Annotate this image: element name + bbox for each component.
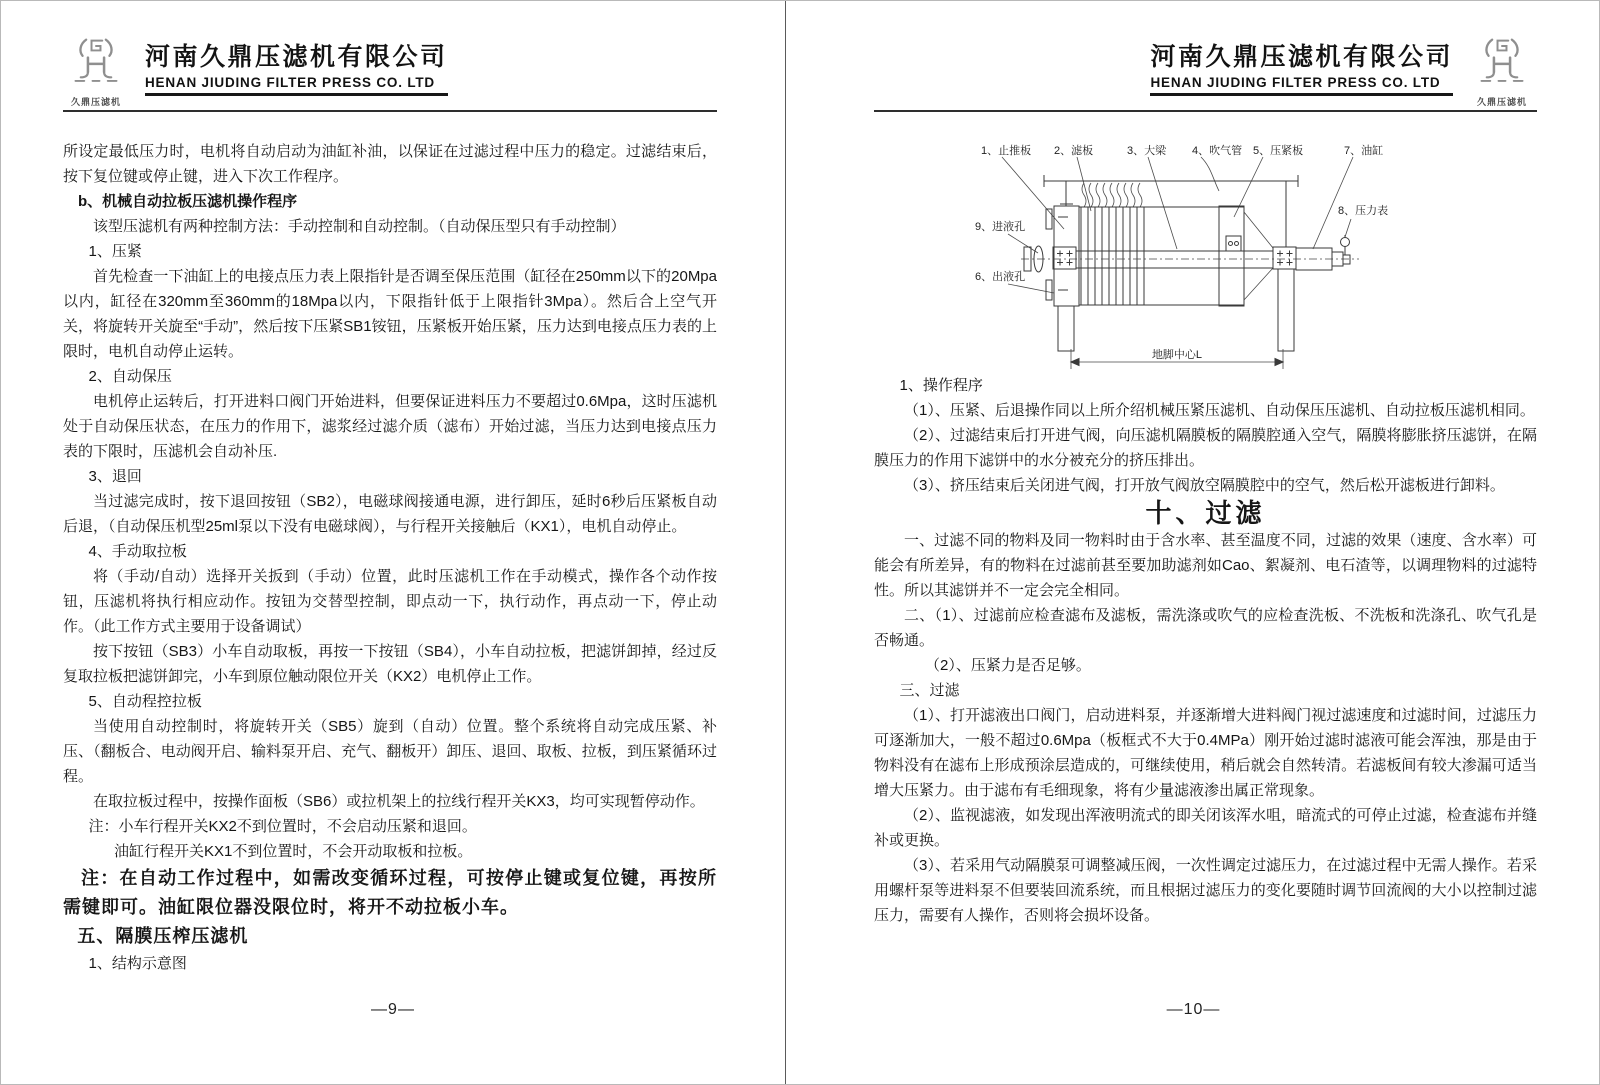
right-leg-shape	[1278, 269, 1294, 351]
item-heading: 3、退回	[88, 468, 142, 485]
diagram-label-pressure-gauge: 8、压力表	[1338, 205, 1389, 217]
company-logo-icon	[65, 37, 127, 89]
company-logo	[1469, 37, 1535, 108]
diagram-label-outlet-hole: 6、出液孔	[975, 271, 1026, 283]
company-name-block	[1150, 37, 1453, 96]
structure-diagram	[901, 129, 1461, 379]
logo-caption: 久鼎压滤机	[70, 97, 121, 107]
section-heading: 五、隔膜压榨压滤机	[77, 926, 249, 946]
header-rule	[874, 110, 1537, 112]
sub-heading: b、机械自动拉板压滤机操作程序	[78, 193, 298, 210]
company-logo	[63, 37, 129, 108]
paragraph: 在取拉板过程中，按操作面板（SB6）或拉机架上的拉线行程开关KX3，均可实现暂停动作。	[93, 793, 705, 810]
diagram-label-thrust-plate: 1、止推板	[981, 145, 1032, 157]
page-9	[1, 1, 785, 1084]
diagram-label-oil-cylinder: 7、油缸	[1344, 145, 1384, 157]
diagram-label-dimension: 地脚中心L	[1151, 349, 1203, 361]
paragraph: （2）、过滤结束后打开进气阀，向压滤机隔膜板的隔膜腔通入空气，隔膜将膨胀挤压滤饼，在隔膜压力的作用下滤饼中的水分被充分的挤压排出。	[874, 427, 1537, 469]
header-rule	[63, 110, 717, 112]
company-name-cn: 河南久鼎压滤机有限公司	[145, 43, 448, 71]
diagram-label-blow-pipe: 4、吹气管	[1192, 145, 1243, 157]
item-heading: 1、压紧	[88, 243, 142, 260]
paragraph: 当过滤完成时，按下退回按钮（SB2），电磁球阀接通电源，进行卸压，延时6秒后压紧板自动后退，（自动保压机型25ml泵以下没有电磁球阀），与行程开关接触后（KX1），电机自动停止。	[63, 493, 717, 535]
paragraph: （2）、监视滤液，如发现出浑液明流式的即关闭该浑水咀，暗流式的可停止过滤，检查滤布并缝补或更换。	[874, 807, 1537, 849]
page-header	[63, 37, 448, 108]
item-heading: 1、结构示意图	[88, 955, 187, 972]
important-note: 注：在自动工作过程中，如需改变循环过程，可按停止键或复位键，再按所需键即可。油缸限位器没限位时，将开不动拉板小车。	[63, 868, 717, 917]
machine-drawing	[1021, 175, 1359, 369]
item-heading: 5、自动程控拉板	[88, 693, 202, 710]
chapter-heading: 十、过滤	[1145, 498, 1266, 528]
paragraph: （1）、压紧、后退操作同以上所介绍机械压紧压滤机、自动保压压滤机、自动拉板压滤机相同。	[904, 402, 1535, 419]
paragraph: 所设定最低压力时，电机将自动启动为油缸补油，以保证在过滤过程中压力的稳定。过滤结束后，按下复位键或停止键，进入下次工作程序。	[63, 143, 717, 185]
company-name-block	[145, 37, 448, 96]
item-heading: 1、操作程序	[899, 377, 983, 394]
filter-plate-stack	[1081, 207, 1144, 305]
paragraph: 电机停止运转后，打开进料口阀门开始进料，但要保证进料压力不要超过0.6Mpa，这时压滤机处于自动保压状态，在压力的作用下，滤浆经过滤介质（滤布）开始过滤，当压力达到电接点压力表的下限时，压滤机会自动补压.	[63, 393, 717, 460]
company-name-en: HENAN JIUDING FILTER PRESS CO. LTD	[145, 75, 435, 90]
paragraph: （1）、打开滤液出口阀门，启动进料泵，并逐渐增大进料阀门视过滤速度和过滤时间，过滤压力可逐渐加大，一般不超过0.6Mpa（板框式不大于0.4MPa）刚开始过滤时滤液可能会浑浊，那是由于物料没有在滤布上形成预涂层造成的，可继续使用，稍后就会自然转清。若滤板间有较大渗漏可适当增大压紧力。由于滤布有毛细现象，将有少量滤液渗出属正常现象。	[874, 707, 1537, 799]
item-heading: 4、手动取拉板	[88, 543, 187, 560]
page-number: —9—	[371, 1001, 415, 1018]
diagram-label-main-beam: 3、大梁	[1127, 145, 1167, 157]
thrust-plate-shape	[1054, 206, 1079, 306]
paragraph: （2）、压紧力是否足够。	[925, 657, 1091, 674]
diagram-label-pressing-plate: 5、压紧板	[1253, 145, 1304, 157]
paragraph: 一、过滤不同的物料及同一物料时由于含水率、甚至温度不同，过滤的效果（速度、含水率）可能会有所差异，有的物料在过滤前甚至要加助滤剂如Cao、絮凝剂、电石渣等，以调理物料的过滤特性。所以其滤饼并不一定会完全相同。	[874, 532, 1537, 599]
paragraph: 将（手动/自动）选择开关扳到（手动）位置，此时压滤机工作在手动模式，操作各个动作按钮，压滤机将执行相应动作。按钮为交替型控制，即点动一下，执行动作，再点动一下，停止动作。（此工作方式主要用于设备调试）	[63, 568, 717, 635]
pressure-gauge-shape	[1341, 238, 1350, 247]
diagram-leader-lines	[1002, 157, 1353, 293]
diagram-label-inlet-hole: 9、进液孔	[975, 221, 1026, 233]
paragraph: （3）、若采用气动隔膜泵可调整减压阀，一次性调定过滤压力，在过滤过程中无需人操作。若采用螺杆泵等进料泵不但要装回流系统，而且根据过滤压力的变化要随时调节回流阀的大小以控制过滤压力，需要有人操作，否则将会损坏设备。	[874, 857, 1537, 924]
page-body	[63, 139, 717, 976]
item-heading: 三、过滤	[899, 682, 960, 699]
page-10	[786, 1, 1600, 1084]
item-heading: 2、自动保压	[88, 368, 172, 385]
pressing-plate-shape	[1219, 206, 1244, 306]
paragraph: 二、（1）、过滤前应检查滤布及滤板，需洗涤或吹气的应检查洗板、不洗板和洗涤孔、吹气孔是否畅通。	[874, 607, 1537, 649]
paragraph: 该型压滤机有两种控制方法：手动控制和自动控制。（自动保压型只有手动控制）	[93, 218, 626, 235]
company-logo-icon	[1471, 37, 1533, 89]
page-header	[1150, 37, 1535, 108]
page-body	[874, 373, 1537, 928]
company-name-en: HENAN JIUDING FILTER PRESS CO. LTD	[1150, 75, 1441, 90]
left-leg-shape	[1058, 306, 1074, 351]
paragraph: （3）、挤压结束后关闭进气阀，打开放气阀放空隔膜腔中的空气，然后松开滤板进行卸料。	[904, 477, 1505, 494]
diagram-label-filter-plate: 2、滤板	[1054, 145, 1094, 157]
note-line: 油缸行程开关KX1不到位置时，不会开动取板和拉板。	[114, 843, 473, 860]
paragraph: 首先检查一下油缸上的电接点压力表上限指针是否调至保压范围（缸径在250mm以下的20Mpa以内，缸径在320mm至360mm的18Mpa以内，下限指针低于上限指针3Mpa）。然后合上空气开关，将旋转开关旋至“手动”，然后按下压紧SB1铵钮，压紧板开始压紧，压力达到电接点压力表的上限时，电机自动停止运转。	[63, 268, 717, 360]
page-number: —10—	[1166, 1001, 1221, 1018]
note-line: 注：小车行程开关KX2不到位置时，不会启动压紧和退回。	[88, 818, 477, 835]
company-name-cn: 河南久鼎压滤机有限公司	[1150, 43, 1453, 71]
logo-caption: 久鼎压滤机	[1476, 97, 1527, 107]
paragraph: 当使用自动控制时，将旋转开关（SB5）旋到（自动）位置。整个系统将自动完成压紧、补压、（翻板合、电动阀开启、输料泵开启、充气、翻板开）卸压、退回、取板、拉板，到压紧循环过程。	[63, 718, 717, 785]
paragraph: 按下按钮（SB3）小车自动取板，再按一下按钮（SB4），小车自动拉板，把滤饼卸掉，经过反复取拉板把滤饼卸完，小车到原位触动限位开关（KX2）电机停止工作。	[63, 643, 717, 685]
